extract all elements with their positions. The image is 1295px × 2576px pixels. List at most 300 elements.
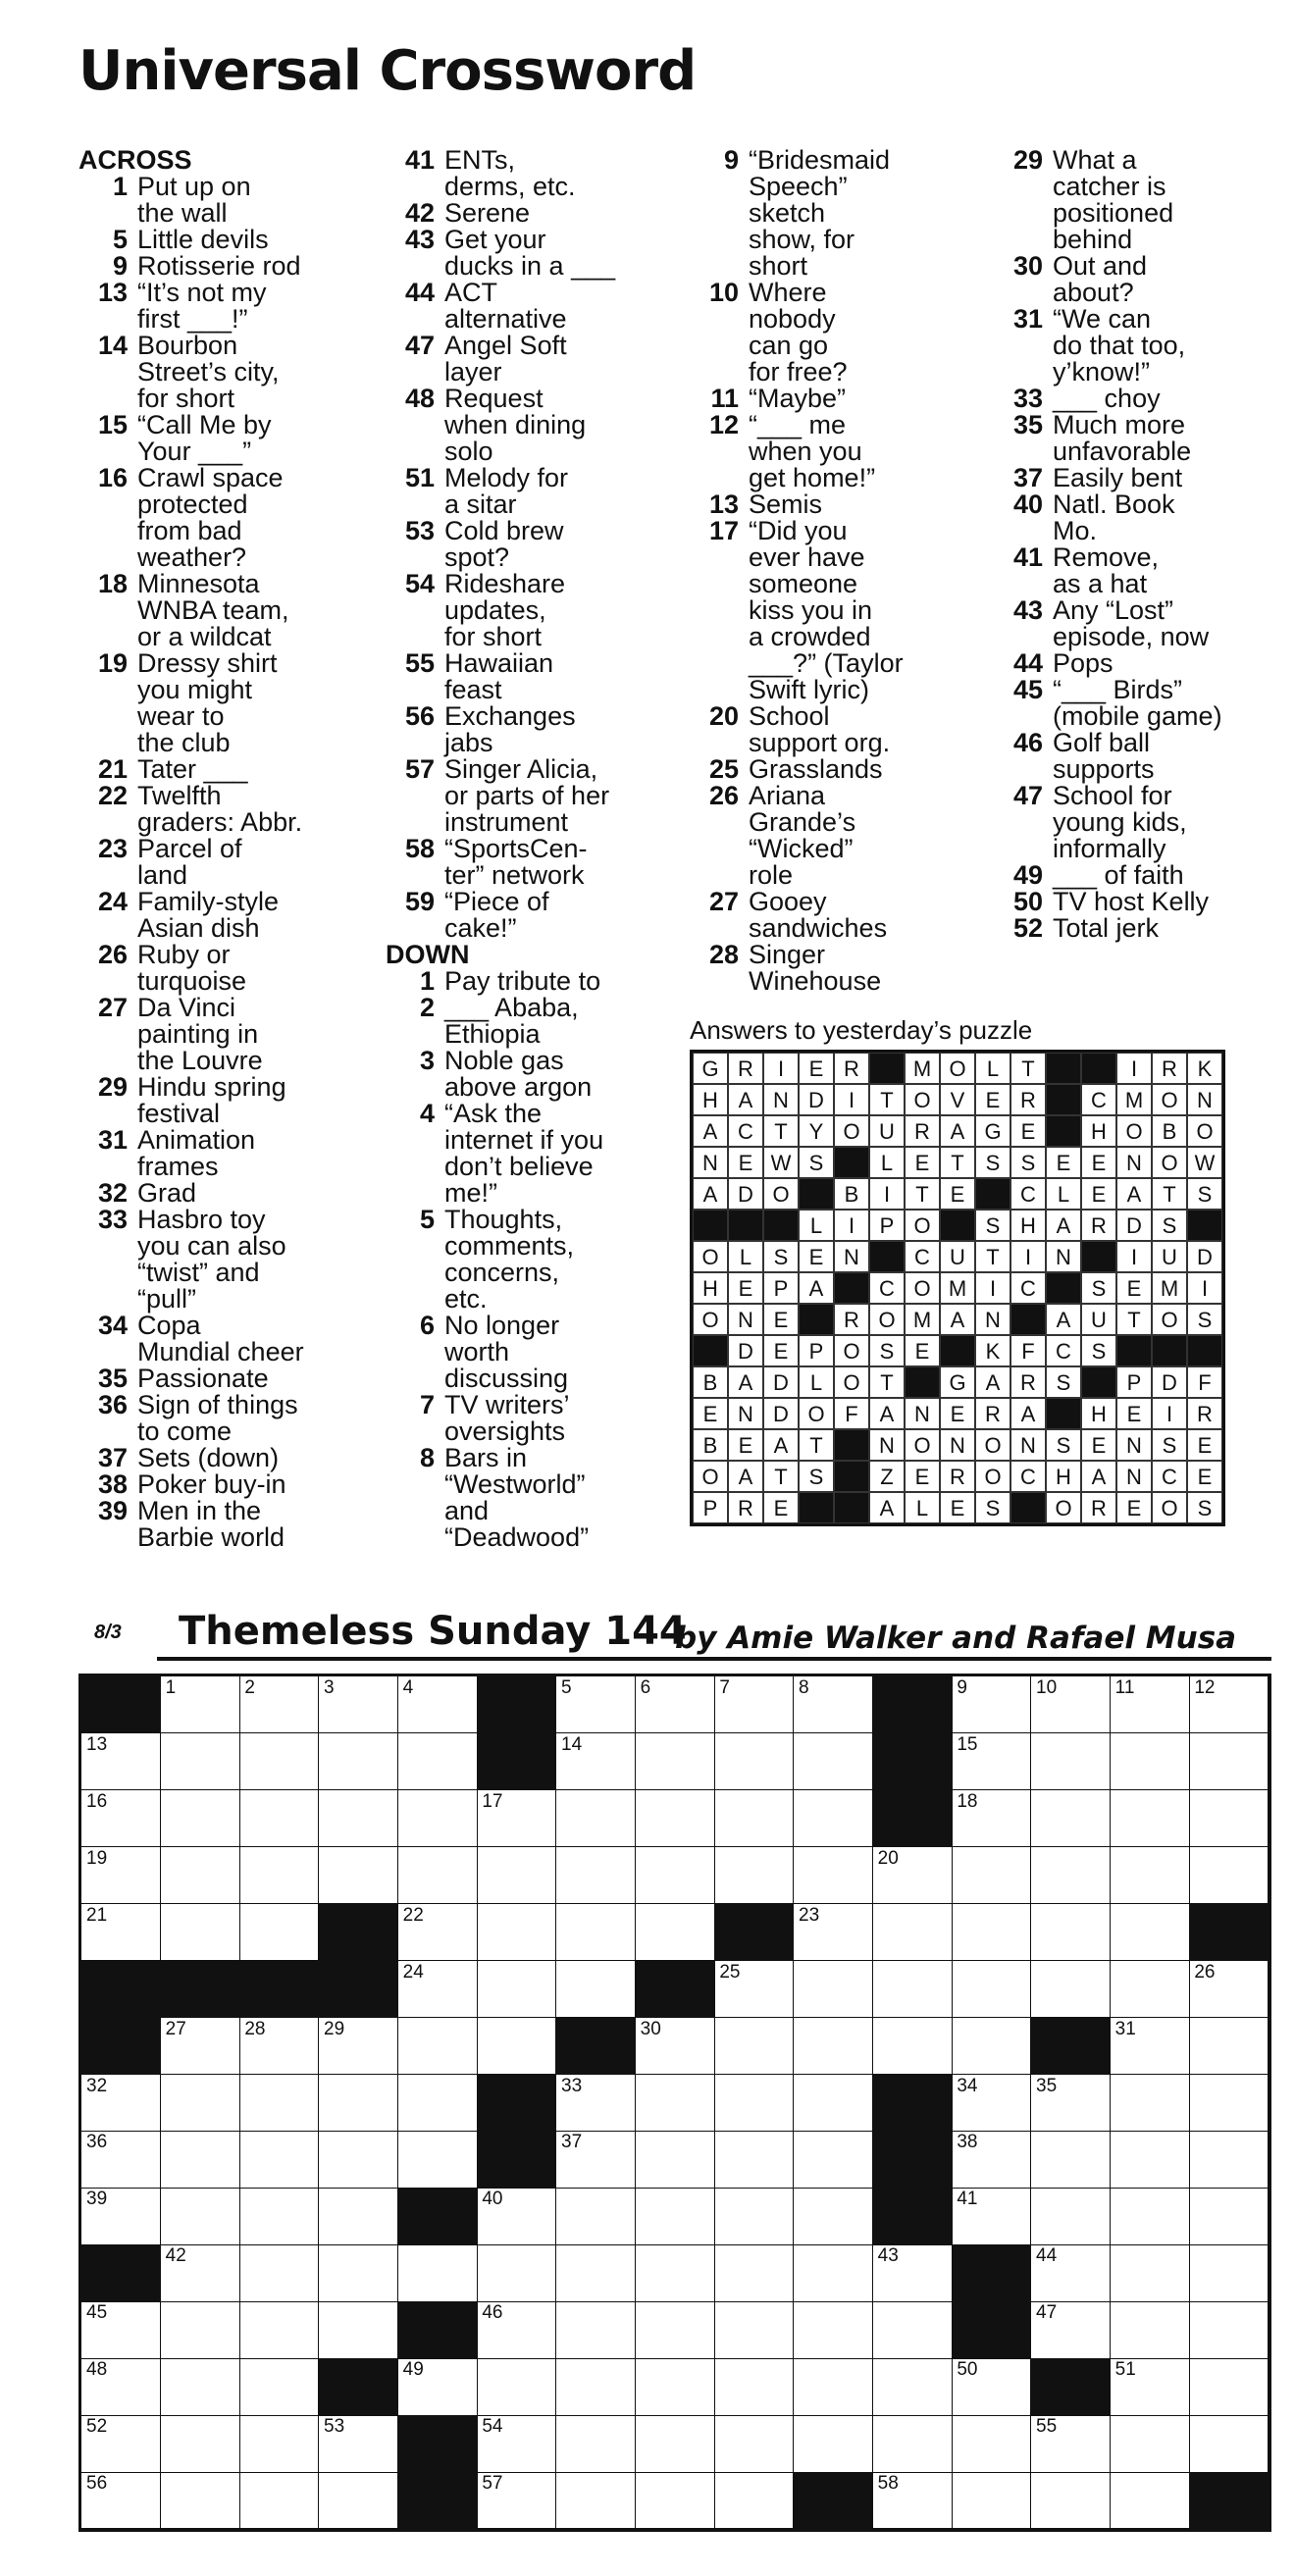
grid-cell[interactable]	[636, 2244, 715, 2301]
grid-cell[interactable]	[636, 2131, 715, 2188]
clue-number: 33	[97, 1205, 128, 1234]
grid-cell[interactable]	[714, 2075, 794, 2132]
grid-cell[interactable]	[477, 2415, 556, 2472]
answer-cell: E	[763, 1335, 799, 1366]
cell-number: 51	[1114, 2359, 1136, 2381]
cell-number: 52	[86, 2416, 108, 2438]
clue	[78, 253, 373, 280]
grid-cell[interactable]	[636, 1847, 715, 1904]
clue	[78, 1127, 373, 1180]
grid-cell[interactable]	[556, 2358, 636, 2415]
grid-cell[interactable]	[319, 2301, 398, 2358]
clue	[994, 412, 1288, 465]
grid-cell[interactable]	[398, 1961, 478, 2018]
grid-cell[interactable]	[81, 2301, 161, 2358]
grid-cell[interactable]	[319, 2131, 398, 2188]
grid-cell[interactable]	[714, 1676, 794, 1733]
grid-cell[interactable]	[952, 2018, 1031, 2075]
grid-cell[interactable]	[636, 2358, 715, 2415]
grid-cell[interactable]	[81, 1904, 161, 1961]
grid-cell[interactable]	[952, 1733, 1031, 1790]
grid-cell[interactable]	[556, 2075, 636, 2132]
grid-cell[interactable]	[952, 1676, 1031, 1733]
answer-cell: O	[799, 1398, 834, 1429]
grid-cell[interactable]	[556, 1961, 636, 2018]
clue-number: 45	[1012, 675, 1043, 704]
grid-cell[interactable]	[556, 2188, 636, 2244]
answer-cell: R	[975, 1398, 1010, 1429]
grid-cell[interactable]	[1189, 2244, 1269, 2301]
grid-cell[interactable]	[714, 2472, 794, 2529]
grid-cell[interactable]	[398, 2358, 478, 2415]
grid-cell[interactable]	[477, 2244, 556, 2301]
answer-cell: D	[799, 1084, 834, 1115]
clue-text: Remove, as a hat	[1053, 542, 1160, 598]
grid-cell[interactable]	[794, 2018, 873, 2075]
cell-number: 17	[482, 1790, 503, 1812]
black-square	[556, 2018, 636, 2075]
grid-cell[interactable]	[239, 2188, 319, 2244]
grid-cell[interactable]	[477, 2188, 556, 2244]
answer-black-square	[869, 1053, 905, 1084]
answer-black-square	[834, 1492, 869, 1523]
clue-text: ___ of faith	[1053, 860, 1184, 890]
grid-cell[interactable]	[794, 2358, 873, 2415]
grid-cell[interactable]	[81, 2075, 161, 2132]
grid-cell[interactable]	[873, 1961, 953, 2018]
answer-cell: A	[869, 1398, 905, 1429]
answer-cell: R	[1187, 1398, 1222, 1429]
grid-cell[interactable]	[1189, 1961, 1269, 2018]
grid-cell[interactable]	[714, 1790, 794, 1847]
grid-cell[interactable]	[952, 1961, 1031, 2018]
grid-cell[interactable]	[81, 1847, 161, 1904]
grid-cell[interactable]	[794, 1847, 873, 1904]
clue-text: Sign of things to come	[137, 1390, 298, 1446]
grid-cell[interactable]	[794, 2188, 873, 2244]
grid-cell[interactable]	[81, 2472, 161, 2529]
grid-cell[interactable]	[477, 2358, 556, 2415]
grid-cell[interactable]	[636, 2018, 715, 2075]
grid-cell[interactable]	[636, 1790, 715, 1847]
grid-cell[interactable]	[1111, 2472, 1190, 2529]
grid-cell[interactable]	[556, 1790, 636, 1847]
grid-cell[interactable]	[398, 2244, 478, 2301]
grid-cell[interactable]	[161, 1847, 240, 1904]
grid-cell[interactable]	[81, 2131, 161, 2188]
clue-text: What a catcher is positioned behind	[1053, 145, 1174, 254]
clue-number: 8	[419, 1443, 435, 1472]
black-square	[794, 2472, 873, 2529]
answer-cell: A	[728, 1461, 763, 1492]
grid-cell[interactable]	[794, 1961, 873, 2018]
cell-number: 24	[402, 1961, 424, 1983]
grid-cell[interactable]	[714, 2244, 794, 2301]
grid-cell[interactable]	[398, 1733, 478, 1790]
grid-cell[interactable]	[1189, 1733, 1269, 1790]
grid-cell[interactable]	[952, 1904, 1031, 1961]
grid-cell[interactable]	[81, 2358, 161, 2415]
clue-number: 55	[404, 648, 435, 678]
clue-text: Easily bent	[1053, 463, 1183, 492]
answer-cell: K	[1187, 1053, 1222, 1084]
grid-cell[interactable]	[636, 1904, 715, 1961]
grid-cell[interactable]	[636, 2415, 715, 2472]
answer-cell: N	[693, 1147, 728, 1178]
grid-cell[interactable]	[714, 2018, 794, 2075]
grid-cell[interactable]	[319, 2018, 398, 2075]
grid-cell[interactable]	[161, 2075, 240, 2132]
grid-cell[interactable]	[1031, 1676, 1111, 1733]
grid-cell[interactable]	[239, 2358, 319, 2415]
grid-cell[interactable]	[873, 2018, 953, 2075]
grid-cell[interactable]	[161, 2358, 240, 2415]
cell-number: 30	[640, 2018, 661, 2039]
clue-number: 40	[1012, 489, 1043, 519]
black-square	[1189, 1904, 1269, 1961]
grid-cell[interactable]	[714, 2415, 794, 2472]
grid-cell[interactable]	[794, 1790, 873, 1847]
grid-cell[interactable]	[873, 2358, 953, 2415]
grid-cell[interactable]	[1111, 2301, 1190, 2358]
answer-cell: E	[1081, 1178, 1116, 1210]
grid-cell[interactable]	[952, 2131, 1031, 2188]
clue	[994, 862, 1288, 889]
answer-cell: I	[834, 1084, 869, 1115]
grid-cell[interactable]	[1111, 1790, 1190, 1847]
grid-cell[interactable]	[794, 2075, 873, 2132]
grid-cell[interactable]	[239, 2131, 319, 2188]
grid-cell[interactable]	[398, 1904, 478, 1961]
grid-cell[interactable]	[794, 1676, 873, 1733]
grid-cell[interactable]	[161, 2301, 240, 2358]
grid-cell[interactable]	[873, 2244, 953, 2301]
grid-cell[interactable]	[1189, 2131, 1269, 2188]
answer-cell: H	[1046, 1461, 1081, 1492]
grid-cell[interactable]	[556, 2131, 636, 2188]
black-square	[398, 2415, 478, 2472]
grid-cell[interactable]	[1111, 1676, 1190, 1733]
clue-text: Singer Alicia, or parts of her instrument	[444, 754, 610, 837]
grid-cell[interactable]	[398, 1676, 478, 1733]
grid-cell[interactable]	[1031, 2301, 1111, 2358]
grid-cell[interactable]	[477, 2018, 556, 2075]
grid-cell[interactable]	[161, 2018, 240, 2075]
grid-cell[interactable]	[1189, 2415, 1269, 2472]
grid-cell[interactable]	[1031, 2075, 1111, 2132]
grid-cell[interactable]	[1111, 1904, 1190, 1961]
answer-cell: S	[869, 1335, 905, 1366]
grid-cell[interactable]	[161, 1904, 240, 1961]
answer-cell: M	[905, 1304, 940, 1335]
grid-cell[interactable]	[161, 2415, 240, 2472]
grid-cell[interactable]	[1111, 2131, 1190, 2188]
grid-cell[interactable]	[1031, 1790, 1111, 1847]
grid-cell[interactable]	[319, 1733, 398, 1790]
clue-text: Singer Winehouse	[749, 940, 882, 996]
answer-cell: S	[1046, 1366, 1081, 1398]
grid-cell[interactable]	[81, 1790, 161, 1847]
grid-cell[interactable]	[556, 2244, 636, 2301]
grid-cell[interactable]	[873, 1847, 953, 1904]
grid-cell[interactable]	[477, 2301, 556, 2358]
grid-cell[interactable]	[319, 2075, 398, 2132]
grid-cell[interactable]	[239, 2244, 319, 2301]
answer-cell: R	[728, 1492, 763, 1523]
clue	[78, 942, 373, 995]
clue	[386, 756, 680, 836]
grid-cell[interactable]	[714, 2301, 794, 2358]
grid-cell[interactable]	[1189, 1790, 1269, 1847]
grid-cell[interactable]	[398, 2131, 478, 2188]
grid-cell[interactable]	[161, 2188, 240, 2244]
grid-cell[interactable]	[714, 2131, 794, 2188]
answer-cell: T	[763, 1461, 799, 1492]
grid-cell[interactable]	[952, 2188, 1031, 2244]
clue-text: Any “Lost” episode, now	[1053, 595, 1210, 651]
grid-cell[interactable]	[239, 2018, 319, 2075]
clue	[386, 1392, 680, 1445]
grid-cell[interactable]	[319, 2244, 398, 2301]
grid-cell[interactable]	[1111, 1961, 1190, 2018]
answer-black-square	[1010, 1492, 1046, 1523]
grid-cell[interactable]	[1031, 2131, 1111, 2188]
grid-cell[interactable]	[1189, 2188, 1269, 2244]
grid-cell[interactable]	[1111, 1733, 1190, 1790]
answer-cell: T	[799, 1429, 834, 1461]
grid-cell[interactable]	[952, 2415, 1031, 2472]
clue	[78, 333, 373, 412]
answer-cell: R	[1010, 1366, 1046, 1398]
clue-number: 15	[97, 410, 128, 439]
grid-cell[interactable]	[398, 1790, 478, 1847]
clue	[994, 730, 1288, 783]
grid-cell[interactable]	[952, 1790, 1031, 1847]
grid-cell[interactable]	[1189, 2075, 1269, 2132]
black-square	[81, 2244, 161, 2301]
grid-cell[interactable]	[1031, 2472, 1111, 2529]
clue-number: 28	[708, 940, 739, 969]
grid-cell[interactable]	[161, 1676, 240, 1733]
clue-number: 46	[1012, 728, 1043, 757]
grid-cell[interactable]	[161, 2244, 240, 2301]
answer-cell: N	[834, 1241, 869, 1272]
grid-cell[interactable]	[794, 2415, 873, 2472]
grid-cell[interactable]	[1111, 2018, 1190, 2075]
grid-cell[interactable]	[81, 2188, 161, 2244]
grid-cell[interactable]	[161, 2472, 240, 2529]
answer-cell: T	[940, 1147, 975, 1178]
grid-cell[interactable]	[714, 1847, 794, 1904]
cell-number: 43	[877, 2245, 899, 2267]
grid-cell[interactable]	[161, 2131, 240, 2188]
grid-cell[interactable]	[398, 2075, 478, 2132]
grid-cell[interactable]	[873, 2472, 953, 2529]
clue-text: “Piece of cake!”	[444, 887, 549, 943]
grid-cell[interactable]	[477, 1904, 556, 1961]
cell-number: 55	[1036, 2416, 1058, 2438]
answer-cell: E	[1010, 1115, 1046, 1147]
grid-cell[interactable]	[161, 1790, 240, 1847]
answer-cell: T	[869, 1084, 905, 1115]
cell-number: 49	[402, 2359, 424, 2381]
answer-cell: D	[1152, 1366, 1187, 1398]
grid-cell[interactable]	[714, 2188, 794, 2244]
answer-cell: D	[728, 1178, 763, 1210]
clue	[994, 915, 1288, 942]
answer-cell: R	[940, 1461, 975, 1492]
clue-text: Pops	[1053, 648, 1114, 678]
clue-text: ENTs, derms, etc.	[444, 145, 576, 201]
answer-cell: P	[1116, 1366, 1152, 1398]
grid-cell[interactable]	[239, 2301, 319, 2358]
clue	[78, 783, 373, 836]
answer-cell: S	[1187, 1492, 1222, 1523]
answer-black-square	[1152, 1335, 1187, 1366]
grid-cell[interactable]	[1189, 1847, 1269, 1904]
grid-cell[interactable]	[477, 1961, 556, 2018]
grid-cell[interactable]	[873, 2301, 953, 2358]
clue-number: 34	[97, 1311, 128, 1340]
answer-cell: A	[869, 1492, 905, 1523]
answer-cell: T	[905, 1178, 940, 1210]
grid-cell[interactable]	[794, 1733, 873, 1790]
answer-cell: R	[1152, 1053, 1187, 1084]
grid-cell[interactable]	[556, 2415, 636, 2472]
grid-cell[interactable]	[239, 2415, 319, 2472]
grid-cell[interactable]	[319, 2415, 398, 2472]
grid-cell[interactable]	[1189, 2018, 1269, 2075]
grid-cell[interactable]	[556, 1847, 636, 1904]
grid-cell[interactable]	[1031, 2415, 1111, 2472]
grid-cell[interactable]	[1189, 1676, 1269, 1733]
answer-cell: O	[905, 1084, 940, 1115]
grid-cell[interactable]	[1111, 1847, 1190, 1904]
grid-cell[interactable]	[1031, 2188, 1111, 2244]
grid-cell[interactable]	[952, 2075, 1031, 2132]
grid-cell[interactable]	[1031, 1961, 1111, 2018]
grid-cell[interactable]	[477, 2472, 556, 2529]
grid-cell[interactable]	[1031, 1904, 1111, 1961]
grid-cell[interactable]	[398, 2018, 478, 2075]
clue-text: No longer worth discussing	[444, 1311, 569, 1393]
clue-number: 7	[419, 1390, 435, 1419]
clue-text: Dressy shirt you might wear to the club	[137, 648, 278, 757]
answer-black-square	[799, 1178, 834, 1210]
grid-cell[interactable]	[1111, 2188, 1190, 2244]
clue-text: Grasslands	[749, 754, 883, 784]
grid-cell[interactable]	[477, 1790, 556, 1847]
grid-cell[interactable]	[556, 1676, 636, 1733]
answer-cell: E	[1187, 1461, 1222, 1492]
grid-cell[interactable]	[556, 2472, 636, 2529]
clue-number: 26	[708, 781, 739, 810]
grid-cell[interactable]	[794, 2244, 873, 2301]
clue-text: “SportsCen- ter” network	[444, 834, 588, 890]
black-square	[873, 2188, 953, 2244]
grid-cell[interactable]	[239, 1904, 319, 1961]
answer-cell: A	[975, 1366, 1010, 1398]
grid-cell[interactable]	[636, 1676, 715, 1733]
grid-cell[interactable]	[161, 1733, 240, 1790]
grid-cell[interactable]	[873, 1904, 953, 1961]
grid-cell[interactable]	[239, 2472, 319, 2529]
puzzle-title: Themeless Sunday 144	[179, 1609, 687, 1654]
clue-text: Pay tribute to	[444, 966, 601, 996]
grid-cell[interactable]	[477, 1847, 556, 1904]
grid-cell[interactable]	[873, 2415, 953, 2472]
clue	[386, 1101, 680, 1207]
grid-cell[interactable]	[1111, 2358, 1190, 2415]
clue-number: 23	[97, 834, 128, 863]
grid-cell[interactable]	[319, 1676, 398, 1733]
grid-cell[interactable]	[794, 1904, 873, 1961]
answer-cell: F	[834, 1398, 869, 1429]
grid-cell[interactable]	[1189, 2358, 1269, 2415]
grid-cell[interactable]	[556, 1904, 636, 1961]
grid-cell[interactable]	[1031, 1733, 1111, 1790]
clue-number: 13	[708, 489, 739, 519]
grid-cell[interactable]	[239, 1733, 319, 1790]
grid-cell[interactable]	[636, 2472, 715, 2529]
clue-number: 14	[97, 331, 128, 360]
clue-number: 31	[1012, 304, 1043, 334]
grid-cell[interactable]	[556, 2301, 636, 2358]
answer-black-square	[799, 1304, 834, 1335]
grid-cell[interactable]	[952, 2472, 1031, 2529]
grid-cell[interactable]	[1111, 2415, 1190, 2472]
grid-cell[interactable]	[794, 2131, 873, 2188]
grid-cell[interactable]	[636, 2188, 715, 2244]
grid-cell[interactable]	[81, 1733, 161, 1790]
answer-black-square	[728, 1210, 763, 1241]
grid-cell[interactable]	[319, 2188, 398, 2244]
grid-cell[interactable]	[1189, 2301, 1269, 2358]
grid-cell[interactable]	[1031, 1847, 1111, 1904]
clue-text: Semis	[749, 489, 823, 519]
answer-cell: B	[693, 1366, 728, 1398]
grid-cell[interactable]	[1111, 2075, 1190, 2132]
grid-cell[interactable]	[239, 1790, 319, 1847]
grid-cell[interactable]	[239, 2075, 319, 2132]
grid-cell[interactable]	[714, 2358, 794, 2415]
grid-cell[interactable]	[714, 1961, 794, 2018]
answer-cell: U	[869, 1115, 905, 1147]
black-square	[714, 1904, 794, 1961]
grid-cell[interactable]	[239, 1847, 319, 1904]
grid-cell[interactable]	[636, 2301, 715, 2358]
grid-cell[interactable]	[319, 1790, 398, 1847]
clue-text: Twelfth graders: Abbr.	[137, 781, 303, 837]
clue-number: 27	[708, 887, 739, 916]
grid-cell[interactable]	[398, 1847, 478, 1904]
clue-text: Passionate	[137, 1364, 269, 1393]
grid-cell[interactable]	[319, 2472, 398, 2529]
grid-cell[interactable]	[636, 2075, 715, 2132]
grid-cell[interactable]	[1031, 2244, 1111, 2301]
grid-cell[interactable]	[952, 1847, 1031, 1904]
grid-cell[interactable]	[239, 1676, 319, 1733]
grid-cell[interactable]	[1111, 2244, 1190, 2301]
answer-cell: E	[763, 1492, 799, 1523]
grid-cell[interactable]	[636, 1733, 715, 1790]
grid-cell[interactable]	[714, 1733, 794, 1790]
grid-cell[interactable]	[319, 1847, 398, 1904]
grid-cell[interactable]	[794, 2301, 873, 2358]
grid-cell[interactable]	[556, 1733, 636, 1790]
grid-cell[interactable]	[952, 2358, 1031, 2415]
grid-cell[interactable]	[81, 2415, 161, 2472]
